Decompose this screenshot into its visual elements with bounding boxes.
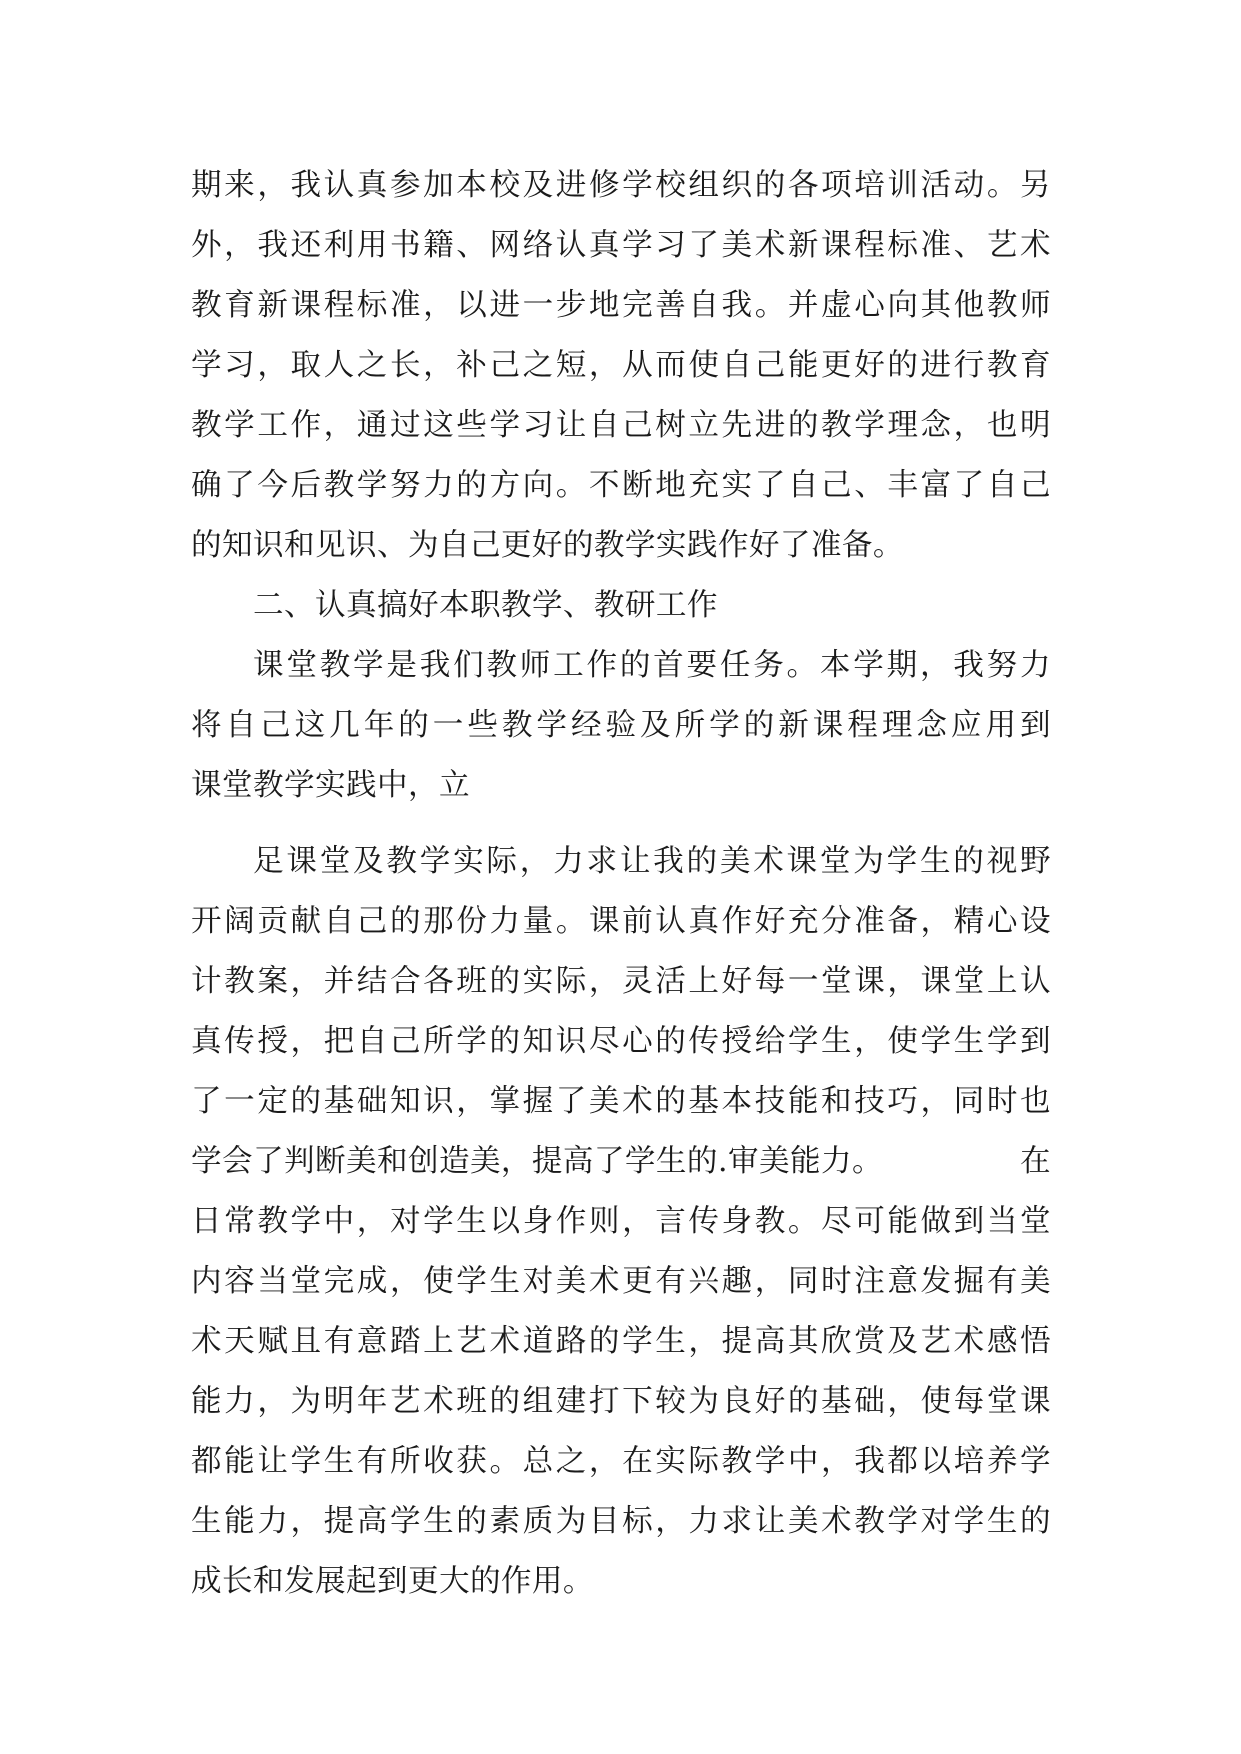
text-line: 期来，我认真参加本校及进修学校组织的各项培训活动。另 [191,168,1051,203]
text-line: 的知识和见识、为自己更好的教学实践作好了准备。 [191,528,904,563]
text-line: 教学工作，通过这些学习让自己树立先进的教学理念，也明 [191,408,1051,443]
text-line: 都能让学生有所收获。总之，在实际教学中，我都以培养学 [191,1444,1051,1479]
text-line: 了一定的基础知识，掌握了美术的基本技能和技巧，同时也 [191,1084,1051,1119]
text-line: 成长和发展起到更大的作用。 [191,1564,594,1599]
text-line: 生能力，提高学生的素质为目标，力求让美术教学对学生的 [191,1504,1051,1539]
text-line: 计教案，并结合各班的实际，灵活上好每一堂课，课堂上认 [191,964,1051,999]
text-line: 将自己这几年的一些教学经验及所学的新课程理念应用到 [191,708,1051,743]
text-line: 术天赋且有意踏上艺术道路的学生，提高其欣赏及艺术感悟 [191,1324,1051,1359]
text-line: 能力，为明年艺术班的组建打下较为良好的基础，使每堂课 [191,1384,1051,1419]
text-line-segment: 在 [1020,1144,1051,1179]
text-line: 确了今后教学努力的方向。不断地充实了自己、丰富了自己 [191,468,1051,503]
text-line: 教育新课程标准，以进一步地完善自我。并虚心向其他教师 [191,288,1051,323]
section-heading: 二、认真搞好本职教学、教研工作 [253,588,718,623]
text-line: 课堂教学实践中，立 [191,768,470,803]
text-line: 足课堂及教学实际，力求让我的美术课堂为学生的视野 [253,844,1051,879]
document-body [191,156,1051,1612]
text-line: 课堂教学是我们教师工作的首要任务。本学期，我努力 [253,648,1051,683]
text-line: 日常教学中，对学生以身作则，言传身教。尽可能做到当堂 [191,1204,1051,1239]
text-line: 外，我还利用书籍、网络认真学习了美术新课程标准、艺术 [191,228,1051,263]
text-line: 真传授，把自己所学的知识尽心的传授给学生，使学生学到 [191,1024,1051,1059]
text-line [191,1132,1051,1192]
text-line: 内容当堂完成，使学生对美术更有兴趣，同时注意发掘有美 [191,1264,1051,1299]
text-line: 开阔贡献自己的那份力量。课前认真作好充分准备，精心设 [191,904,1051,939]
text-line: 学习，取人之长，补己之短，从而使自己能更好的进行教育 [191,348,1051,383]
text-line-segment: 学会了判断美和创造美，提高了学生的.审美能力。 [191,1144,883,1179]
